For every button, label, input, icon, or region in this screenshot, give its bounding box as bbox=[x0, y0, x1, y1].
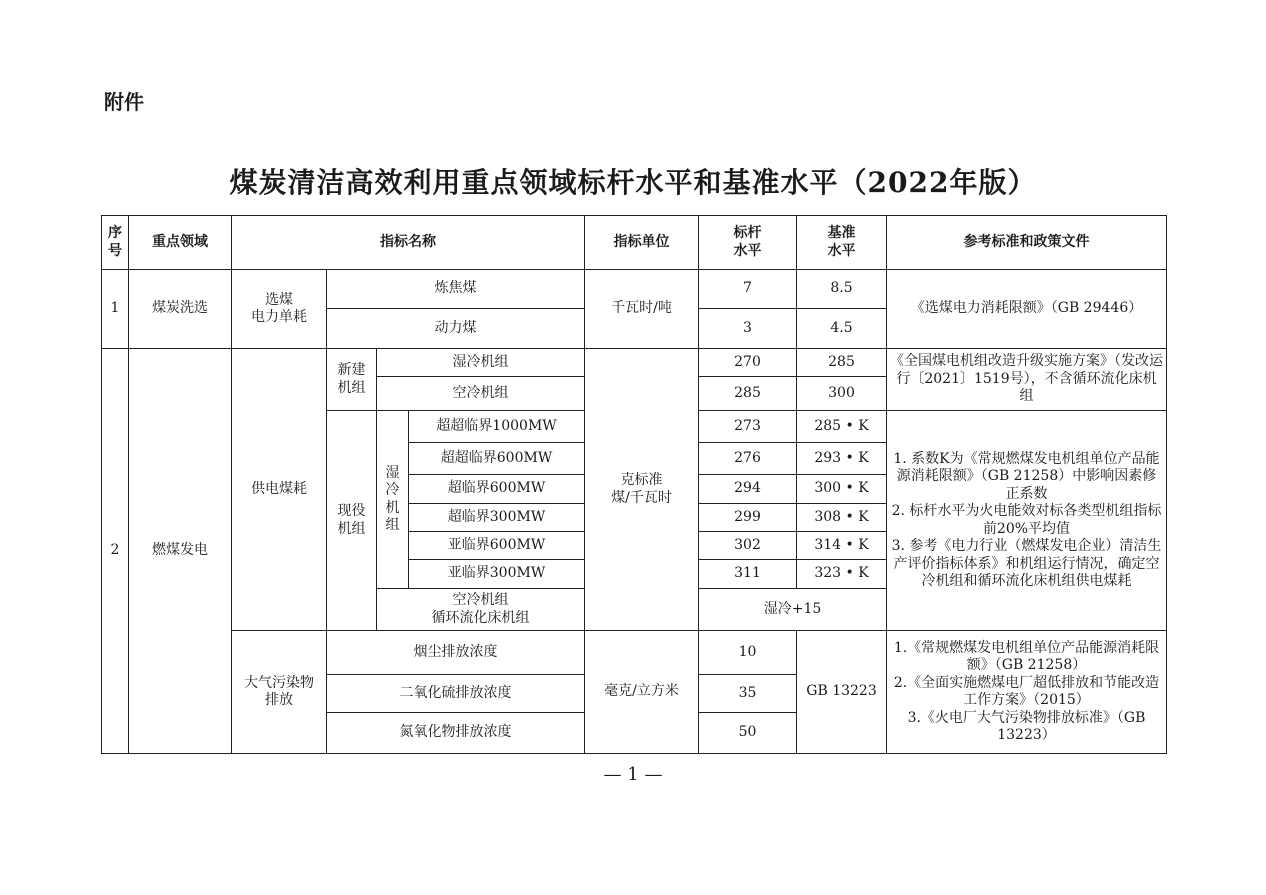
benchmark-value: 270 bbox=[699, 349, 797, 377]
indicator-name: 动力煤 bbox=[327, 309, 585, 349]
indicator-unit: 克标准 煤/千瓦时 bbox=[585, 349, 699, 631]
baseline-value: 314 • K bbox=[797, 532, 887, 560]
table-row bbox=[102, 631, 1167, 675]
indicator-name: 烟尘排放浓度 bbox=[327, 631, 585, 675]
reference-text: 1.《常规燃煤发电机组单位产品能源消耗限额》（GB 21258） 2.《全面实施燃煤电厂超低排放和节能改造工作方案》（2015） 3.《火电厂大气污染物排放标准》（GB 13223） bbox=[887, 631, 1167, 754]
header-indicator: 指标名称 bbox=[232, 216, 585, 270]
reference-text: 《全国煤电机组改造升级实施方案》（发改运行〔2021〕1519号），不含循环流化床机组 bbox=[887, 349, 1167, 411]
indicator-name: 二氧化硫排放浓度 bbox=[327, 675, 585, 713]
indicator-group: 大气污染物 排放 bbox=[232, 631, 327, 754]
benchmark-table bbox=[101, 215, 1167, 754]
header-reference: 参考标准和政策文件 bbox=[887, 216, 1167, 270]
row-field: 燃煤发电 bbox=[129, 349, 232, 754]
indicator-unit: 千瓦时/吨 bbox=[585, 270, 699, 349]
header-unit: 指标单位 bbox=[585, 216, 699, 270]
page-number: — 1 — bbox=[603, 764, 663, 785]
table-row bbox=[102, 270, 1167, 309]
benchmark-value: 273 bbox=[699, 411, 797, 443]
row-no: 1 bbox=[102, 270, 129, 349]
wet-cooling-label: 湿 冷 机 组 bbox=[377, 411, 409, 589]
indicator-group: 选煤 电力单耗 bbox=[232, 270, 327, 349]
benchmark-value: 50 bbox=[699, 713, 797, 754]
table-header-row bbox=[102, 216, 1167, 270]
indicator-group: 供电煤耗 bbox=[232, 349, 327, 631]
header-field: 重点领域 bbox=[129, 216, 232, 270]
benchmark-value: 3 bbox=[699, 309, 797, 349]
attachment-label: 附件 bbox=[104, 90, 144, 114]
baseline-value: 293 • K bbox=[797, 443, 887, 475]
baseline-value: 308 • K bbox=[797, 504, 887, 532]
benchmark-value: 294 bbox=[699, 475, 797, 504]
baseline-value: 8.5 bbox=[797, 270, 887, 309]
reference-text: 《选煤电力消耗限额》（GB 29446） bbox=[887, 270, 1167, 349]
indicator-name: 湿冷机组 bbox=[377, 349, 585, 377]
indicator-name: 亚临界300MW bbox=[409, 560, 585, 589]
header-no: 序 号 bbox=[102, 216, 129, 270]
existing-units-label: 现役 机组 bbox=[327, 411, 377, 631]
baseline-value: 285 • K bbox=[797, 411, 887, 443]
indicator-name: 超超临界1000MW bbox=[409, 411, 585, 443]
page-title: 煤炭清洁高效利用重点领域标杆水平和基准水平（2022年版） bbox=[229, 166, 1037, 199]
row-field: 煤炭洗选 bbox=[129, 270, 232, 349]
indicator-name: 空冷机组 bbox=[377, 377, 585, 411]
header-baseline: 基准 水平 bbox=[797, 216, 887, 270]
benchmark-value: 276 bbox=[699, 443, 797, 475]
benchmark-value: 299 bbox=[699, 504, 797, 532]
indicator-name: 炼焦煤 bbox=[327, 270, 585, 309]
baseline-value: GB 13223 bbox=[797, 631, 887, 754]
air-cooling-label: 空冷机组 循环流化床机组 bbox=[377, 589, 585, 631]
indicator-name: 氮氧化物排放浓度 bbox=[327, 713, 585, 754]
air-cooling-value: 湿冷+15 bbox=[699, 589, 887, 631]
benchmark-value: 35 bbox=[699, 675, 797, 713]
baseline-value: 285 bbox=[797, 349, 887, 377]
baseline-value: 300 • K bbox=[797, 475, 887, 504]
benchmark-value: 311 bbox=[699, 560, 797, 589]
baseline-value: 4.5 bbox=[797, 309, 887, 349]
new-units-label: 新建 机组 bbox=[327, 349, 377, 411]
table-row bbox=[102, 349, 1167, 377]
row-no: 2 bbox=[102, 349, 129, 754]
header-benchmark: 标杆 水平 bbox=[699, 216, 797, 270]
benchmark-value: 7 bbox=[699, 270, 797, 309]
indicator-name: 超超临界600MW bbox=[409, 443, 585, 475]
baseline-value: 323 • K bbox=[797, 560, 887, 589]
benchmark-value: 302 bbox=[699, 532, 797, 560]
benchmark-value: 10 bbox=[699, 631, 797, 675]
benchmark-value: 285 bbox=[699, 377, 797, 411]
indicator-unit: 毫克/立方米 bbox=[585, 631, 699, 754]
reference-text: 1. 系数K为《常规燃煤发电机组单位产品能源消耗限额》（GB 21258）中影响因素修正系数 2. 标杆水平为火电能效对标各类型机组指标前20%平均值 3. 参考《电力行业（燃煤发电企业）清洁生产评价指标体系》和机组运行情况，确定空冷机组和循环流化床机组供电煤耗 bbox=[887, 411, 1167, 631]
indicator-name: 超临界600MW bbox=[409, 475, 585, 504]
indicator-name: 亚临界600MW bbox=[409, 532, 585, 560]
baseline-value: 300 bbox=[797, 377, 887, 411]
indicator-name: 超临界300MW bbox=[409, 504, 585, 532]
